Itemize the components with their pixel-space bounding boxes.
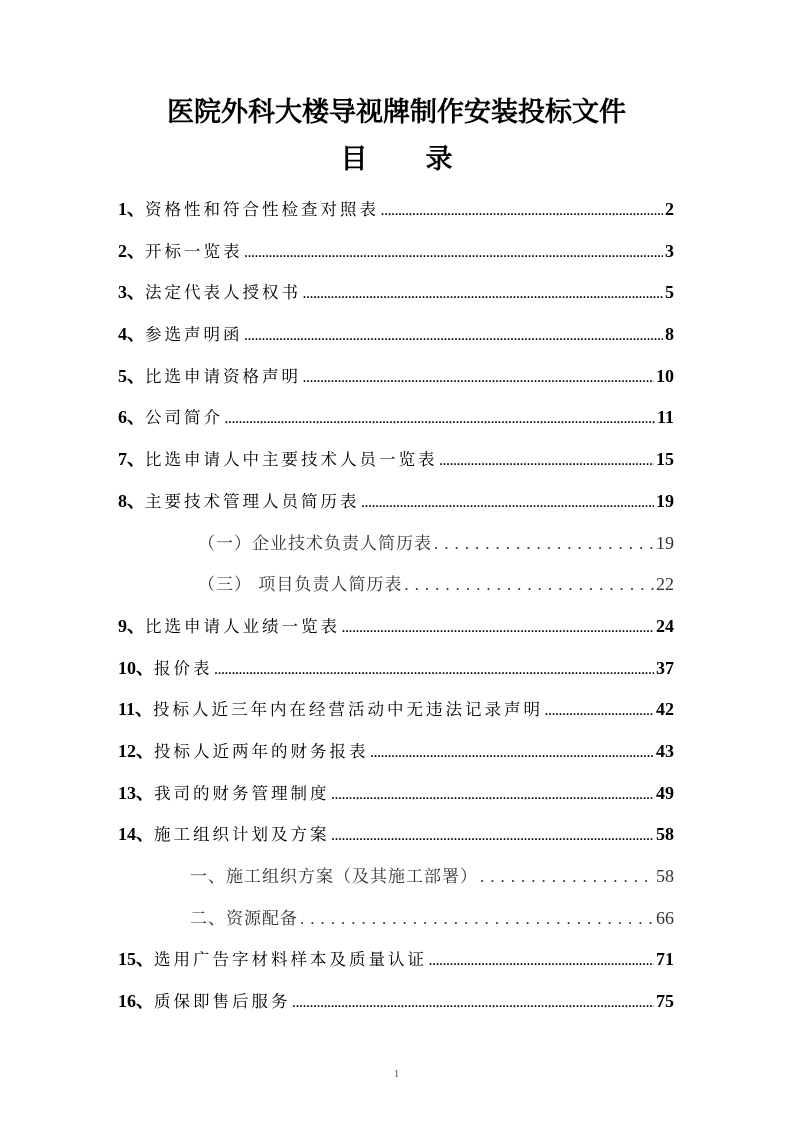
toc-entry[interactable]	[118, 815, 674, 857]
toc-subentry-label: （三） 项目负责人简历表	[198, 575, 403, 596]
toc-subentry-page: 66	[656, 907, 674, 928]
toc-entry-label: 质保即售后服务	[154, 992, 291, 1012]
toc-entry-page: 8	[665, 324, 674, 345]
toc-entry-page: 49	[656, 782, 674, 803]
toc-entry-page: 19	[656, 490, 674, 511]
toc-entry-label: 比选申请资格声明	[145, 366, 301, 386]
toc-subentry-page: 22	[656, 574, 674, 595]
dot-leader	[300, 900, 654, 938]
toc-entry-label: 施工组织计划及方案	[154, 825, 330, 845]
toc-entry-page: 42	[656, 699, 674, 720]
toc-subentry[interactable]	[118, 857, 674, 899]
dot-leader	[429, 942, 654, 980]
toc-entry[interactable]	[118, 690, 674, 732]
toc-entry-label: 参选声明函	[145, 325, 243, 345]
toc-entry-number: 4、	[118, 324, 145, 345]
toc-entry-page: 15	[656, 449, 674, 470]
toc-entry-number: 11、	[118, 699, 154, 720]
dot-leader	[245, 317, 664, 355]
toc-entry-page: 71	[656, 949, 674, 970]
document-title: 医院外科大楼导视牌制作安装投标文件	[167, 97, 626, 128]
dot-leader	[225, 400, 655, 438]
dot-leader	[440, 442, 655, 480]
toc-subentry[interactable]	[118, 565, 674, 607]
toc-entry[interactable]	[118, 774, 674, 816]
dot-leader	[480, 858, 654, 896]
toc-entry[interactable]	[118, 190, 674, 232]
toc-subentry-label: （一）企业技术负责人简历表	[198, 533, 432, 554]
toc-entry-number: 15、	[118, 949, 154, 970]
toc-entry-page: 11	[656, 407, 674, 428]
toc-entry-page: 58	[656, 824, 674, 845]
dot-leader	[303, 275, 663, 313]
toc-entry-number: 3、	[118, 282, 145, 303]
toc-entry[interactable]	[118, 398, 674, 440]
toc-subentry-label: 一、施工组织方案（及其施工部署）	[190, 867, 478, 887]
dot-leader	[404, 566, 654, 604]
dot-leader	[362, 484, 655, 522]
toc-entry[interactable]	[118, 232, 674, 274]
toc-entry-label: 投标人近三年内在经营活动中无违法记录声明	[153, 700, 544, 720]
toc-entry-page: 75	[656, 991, 674, 1012]
toc-subentry[interactable]	[118, 524, 674, 566]
toc-heading-char-1: 目	[340, 144, 368, 175]
toc-entry-page: 5	[665, 282, 674, 303]
dot-leader	[245, 234, 664, 272]
toc-entry-number: 1、	[118, 199, 145, 219]
toc-entry-number: 7、	[118, 449, 145, 470]
toc-entry-page: 2	[665, 199, 674, 219]
toc-entry-number: 2、	[118, 240, 145, 261]
dot-leader	[332, 776, 655, 814]
toc-entry-label: 资格性和符合性检查对照表	[145, 200, 379, 219]
toc-entry[interactable]	[118, 649, 674, 691]
toc-entry-number: 16、	[118, 991, 154, 1012]
toc-entry-number: 14、	[118, 824, 154, 845]
toc-entry[interactable]	[118, 440, 674, 482]
dot-leader	[545, 692, 654, 730]
toc-entry-number: 6、	[118, 407, 145, 428]
toc-subentry-page: 19	[656, 532, 674, 553]
dot-leader	[342, 609, 654, 647]
toc-entry-number: 8、	[118, 490, 145, 511]
toc-entry-number: 10、	[118, 657, 154, 678]
dot-leader	[434, 525, 654, 563]
toc-entry-page: 43	[656, 740, 674, 761]
toc-heading	[0, 142, 793, 178]
dot-leader	[293, 984, 655, 1022]
toc-subentry-page: 58	[656, 866, 674, 886]
toc-entry-page: 10	[656, 365, 674, 386]
toc-entry-label: 报价表	[154, 658, 213, 678]
toc-entry-label: 比选申请人中主要技术人员一览表	[145, 450, 438, 470]
toc-entry-number: 13、	[118, 782, 154, 803]
toc-heading-char-2: 录	[425, 144, 453, 175]
toc-subentry[interactable]	[118, 899, 674, 941]
toc-entry-number: 12、	[118, 740, 154, 761]
toc-entry[interactable]	[118, 357, 674, 399]
dot-leader	[303, 359, 654, 397]
toc-entry-label: 选用广告字材料样本及质量认证	[154, 950, 427, 970]
dot-leader	[332, 817, 655, 855]
toc-entry-label: 法定代表人授权书	[145, 283, 301, 303]
page-number: 1	[393, 1068, 400, 1080]
dot-leader	[215, 651, 655, 689]
dot-leader	[371, 734, 655, 772]
toc-entry-number: 9、	[118, 615, 145, 636]
toc-entry-page: 3	[665, 240, 674, 261]
toc-entry-label: 投标人近两年的财务报表	[154, 741, 369, 761]
toc-entry[interactable]	[118, 315, 674, 357]
toc-entry-label: 主要技术管理人员简历表	[145, 491, 360, 511]
toc-entry[interactable]	[118, 607, 674, 649]
toc-entry[interactable]	[118, 273, 674, 315]
toc-entry-number: 5、	[118, 365, 145, 386]
toc-entry-label: 开标一览表	[145, 241, 243, 261]
toc-entry-page: 37	[656, 657, 674, 678]
toc-subentry-label: 二、资源配备	[190, 908, 298, 929]
toc-entry[interactable]	[118, 482, 674, 524]
toc-entry-label: 我司的财务管理制度	[154, 783, 330, 803]
table-of-contents	[118, 190, 674, 1024]
toc-entry-label: 公司简介	[145, 408, 223, 428]
dot-leader	[381, 192, 663, 230]
toc-entry-page: 24	[656, 615, 674, 636]
toc-entry[interactable]	[118, 940, 674, 982]
toc-entry[interactable]	[118, 982, 674, 1024]
toc-entry[interactable]	[118, 732, 674, 774]
toc-entry-label: 比选申请人业绩一览表	[145, 616, 340, 636]
